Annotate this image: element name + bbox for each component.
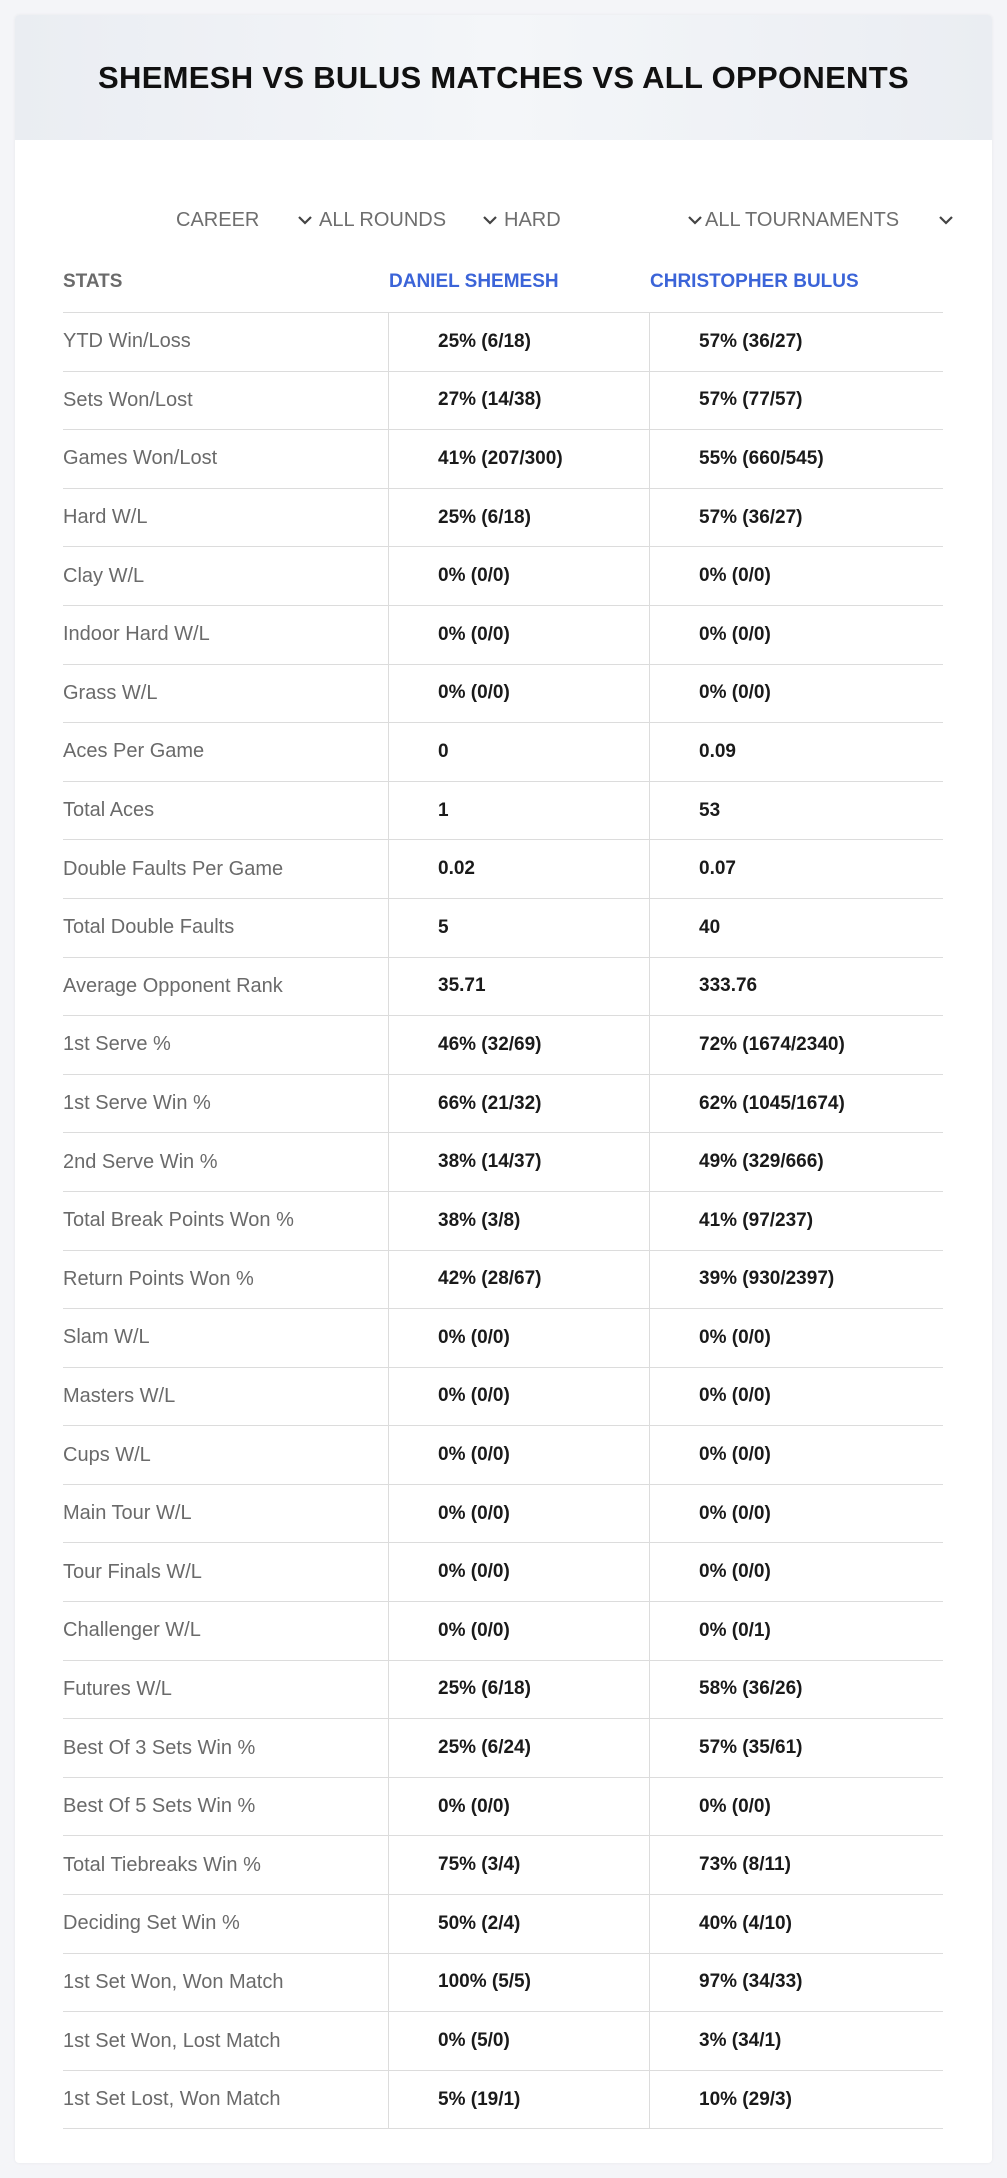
player1-stat-value: 5 (389, 899, 650, 957)
table-row (63, 840, 943, 899)
stat-label: Games Won/Lost (63, 430, 389, 488)
player1-stat-value: 25% (6/18) (389, 489, 650, 547)
table-row (63, 1543, 943, 1602)
table-header (63, 251, 943, 313)
table-row (63, 958, 943, 1017)
stat-label: Futures W/L (63, 1661, 389, 1719)
chevron-down-icon (296, 211, 314, 229)
stat-label: Indoor Hard W/L (63, 606, 389, 664)
stat-label: Main Tour W/L (63, 1485, 389, 1543)
stats-card (15, 15, 992, 2163)
rounds-filter-dropdown[interactable] (319, 190, 499, 250)
player1-stat-value: 0% (0/0) (389, 1543, 650, 1601)
player2-stat-value: 73% (8/11) (699, 1854, 791, 1876)
filter-bar (15, 190, 992, 250)
stat-label: Cups W/L (63, 1426, 389, 1484)
table-row (63, 2071, 943, 2130)
stat-label: 1st Serve % (63, 1016, 389, 1074)
player2-stat-value: 0% (0/0) (699, 1502, 771, 1524)
stat-label: Challenger W/L (63, 1602, 389, 1660)
tournament-filter-value: ALL TOURNAMENTS (705, 208, 900, 231)
player2-stat-value: 40% (4/10) (699, 1912, 792, 1934)
player2-stat-value: 0% (0/0) (699, 565, 771, 587)
player2-stat-value: 0.09 (699, 740, 736, 762)
stat-label: Deciding Set Win % (63, 1895, 389, 1953)
table-body (63, 313, 943, 2129)
player1-stat-value: 25% (6/24) (389, 1719, 650, 1777)
stat-label: Aces Per Game (63, 723, 389, 781)
player2-stat-value: 57% (36/27) (699, 330, 803, 352)
surface-filter-value: HARD (504, 208, 561, 231)
table-row (63, 1192, 943, 1251)
player1-stat-value: 38% (14/37) (389, 1133, 650, 1191)
stat-label: Grass W/L (63, 665, 389, 723)
stat-label: 1st Set Won, Lost Match (63, 2012, 389, 2070)
stat-label: Best Of 5 Sets Win % (63, 1778, 389, 1836)
player1-stat-value: 50% (2/4) (389, 1895, 650, 1953)
tournament-filter-dropdown[interactable] (705, 190, 955, 250)
player2-stat-value: 0% (0/1) (699, 1619, 771, 1641)
stat-label: Masters W/L (63, 1368, 389, 1426)
player1-stat-value: 0% (0/0) (389, 1602, 650, 1660)
player1-stat-value: 0% (5/0) (389, 2012, 650, 2070)
stats-column-header: STATS (63, 270, 123, 292)
player1-column-header[interactable]: DANIEL SHEMESH (389, 270, 559, 292)
player1-stat-value: 75% (3/4) (389, 1836, 650, 1894)
player1-stat-value: 25% (6/18) (389, 1661, 650, 1719)
player2-column-header[interactable]: CHRISTOPHER BULUS (650, 270, 859, 292)
table-row (63, 489, 943, 548)
player2-stat-value: 40 (699, 916, 721, 938)
player2-stat-value: 333.76 (699, 975, 758, 997)
table-row (63, 606, 943, 665)
stat-label: Total Tiebreaks Win % (63, 1836, 389, 1894)
player2-stat-value: 57% (35/61) (699, 1737, 803, 1759)
table-row (63, 1309, 943, 1368)
player1-stat-value: 0% (0/0) (389, 1309, 650, 1367)
stat-label: Total Aces (63, 782, 389, 840)
card-header (15, 15, 992, 140)
period-filter-dropdown[interactable] (176, 190, 314, 250)
player2-stat-value: 3% (34/1) (699, 2030, 782, 2052)
player2-stat-value: 41% (97/237) (699, 1209, 814, 1231)
table-row (63, 372, 943, 431)
table-row (63, 547, 943, 606)
page-title: SHEMESH VS BULUS MATCHES VS ALL OPPONENTS (98, 59, 909, 95)
player2-stat-value: 53 (699, 799, 721, 821)
table-row (63, 1075, 943, 1134)
table-row (63, 1602, 943, 1661)
player1-stat-value: 0% (0/0) (389, 1778, 650, 1836)
player1-stat-value: 35.71 (389, 958, 650, 1016)
stat-label: Slam W/L (63, 1309, 389, 1367)
stat-label: 1st Serve Win % (63, 1075, 389, 1133)
chevron-down-icon (481, 211, 499, 229)
chevron-down-icon (937, 211, 955, 229)
player1-stat-value: 66% (21/32) (389, 1075, 650, 1133)
player2-stat-value: 0% (0/0) (699, 1385, 771, 1407)
chevron-down-icon (686, 211, 704, 229)
player1-stat-value: 0% (0/0) (389, 1485, 650, 1543)
period-filter-value: CAREER (176, 208, 260, 231)
table-row (63, 1251, 943, 1310)
player2-stat-value: 0% (0/0) (699, 1444, 771, 1466)
player1-stat-value: 41% (207/300) (389, 430, 650, 488)
table-row (63, 899, 943, 958)
table-row (63, 2012, 943, 2071)
player1-stat-value: 0% (0/0) (389, 1426, 650, 1484)
player2-stat-value: 57% (36/27) (699, 506, 803, 528)
table-row (63, 430, 943, 489)
stats-table (63, 251, 943, 2129)
player1-stat-value: 46% (32/69) (389, 1016, 650, 1074)
player2-stat-value: 0% (0/0) (699, 1795, 771, 1817)
stat-label: Best Of 3 Sets Win % (63, 1719, 389, 1777)
player2-stat-value: 97% (34/33) (699, 1971, 803, 1993)
player2-stat-value: 62% (1045/1674) (699, 1092, 845, 1114)
stat-label: Clay W/L (63, 547, 389, 605)
player2-stat-value: 0% (0/0) (699, 682, 771, 704)
player1-stat-value: 0.02 (389, 840, 650, 898)
player2-stat-value: 39% (930/2397) (699, 1268, 835, 1290)
stat-label: Tour Finals W/L (63, 1543, 389, 1601)
rounds-filter-value: ALL ROUNDS (319, 208, 447, 231)
table-row (63, 1954, 943, 2013)
table-row (63, 1485, 943, 1544)
player2-stat-value: 58% (36/26) (699, 1678, 803, 1700)
stat-label: Total Double Faults (63, 899, 389, 957)
stat-label: Return Points Won % (63, 1251, 389, 1309)
player1-stat-value: 0% (0/0) (389, 1368, 650, 1426)
table-row (63, 1016, 943, 1075)
stat-label: 2nd Serve Win % (63, 1133, 389, 1191)
table-row (63, 723, 943, 782)
table-row (63, 1133, 943, 1192)
player2-stat-value: 57% (77/57) (699, 389, 803, 411)
player1-stat-value: 27% (14/38) (389, 372, 650, 430)
stat-label: Sets Won/Lost (63, 372, 389, 430)
player1-stat-value: 25% (6/18) (389, 313, 650, 371)
stat-label: Average Opponent Rank (63, 958, 389, 1016)
table-row (63, 1719, 943, 1778)
player1-stat-value: 100% (5/5) (389, 1954, 650, 2012)
player2-stat-value: 49% (329/666) (699, 1151, 824, 1173)
player2-stat-value: 72% (1674/2340) (699, 1033, 845, 1055)
player2-stat-value: 0.07 (699, 858, 736, 880)
table-row (63, 1368, 943, 1427)
table-row (63, 1895, 943, 1954)
stat-label: YTD Win/Loss (63, 313, 389, 371)
stat-label: Hard W/L (63, 489, 389, 547)
player2-stat-value: 0% (0/0) (699, 1326, 771, 1348)
player2-stat-value: 0% (0/0) (699, 1561, 771, 1583)
table-row (63, 782, 943, 841)
player2-stat-value: 0% (0/0) (699, 623, 771, 645)
table-row (63, 1426, 943, 1485)
player1-stat-value: 0 (389, 723, 650, 781)
player1-stat-value: 0% (0/0) (389, 547, 650, 605)
player2-stat-value: 55% (660/545) (699, 447, 824, 469)
player2-stat-value: 10% (29/3) (699, 2088, 792, 2110)
table-row (63, 1836, 943, 1895)
player1-stat-value: 0% (0/0) (389, 606, 650, 664)
surface-filter-dropdown[interactable] (504, 190, 704, 250)
stat-label: Total Break Points Won % (63, 1192, 389, 1250)
table-row (63, 1661, 943, 1720)
table-row (63, 665, 943, 724)
player1-stat-value: 42% (28/67) (389, 1251, 650, 1309)
table-row (63, 1778, 943, 1837)
stat-label: 1st Set Won, Won Match (63, 1954, 389, 2012)
player1-stat-value: 0% (0/0) (389, 665, 650, 723)
table-row (63, 313, 943, 372)
player1-stat-value: 1 (389, 782, 650, 840)
player1-stat-value: 38% (3/8) (389, 1192, 650, 1250)
stat-label: 1st Set Lost, Won Match (63, 2071, 389, 2129)
player1-stat-value: 5% (19/1) (389, 2071, 650, 2129)
stat-label: Double Faults Per Game (63, 840, 389, 898)
